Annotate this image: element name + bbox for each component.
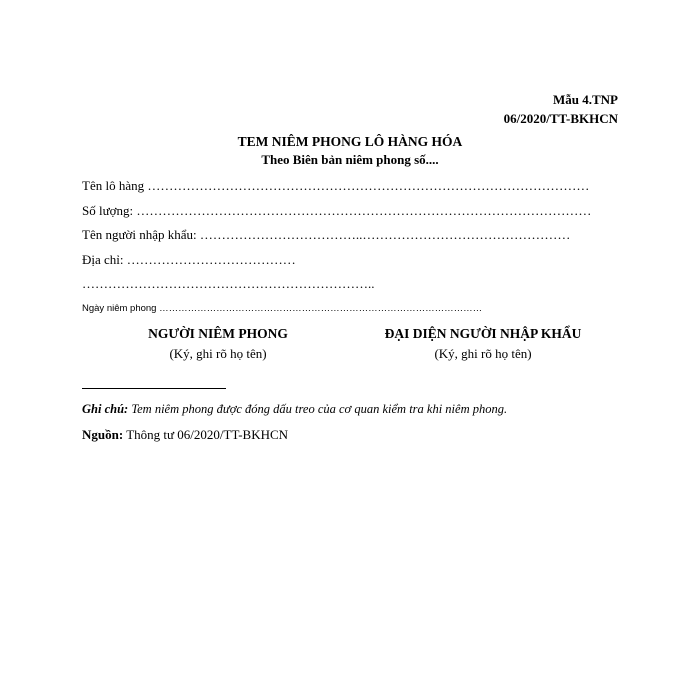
circular-number: 06/2020/TT-BKHCN — [503, 111, 618, 126]
quantity-field: Số lượng: …………………………………………………………………………………………… — [82, 202, 592, 218]
source-label: Nguồn: — [82, 427, 124, 442]
note — [82, 400, 622, 418]
importer-role: ĐẠI DIỆN NGƯỜI NHẬP KHẨU — [384, 326, 582, 341]
note-label: Ghi chú: — [82, 402, 129, 416]
note-text: Tem niêm phong được đóng dấu treo của cơ quan kiểm tra khi niêm phong. — [128, 402, 508, 416]
seal-date-field: Ngày niêm phong ………………………………………………………………………………………… — [82, 302, 483, 314]
title-block — [0, 133, 700, 169]
address-field: Địa chỉ: ………………………………… — [82, 251, 296, 267]
document-subtitle: Theo Biên bản niêm phong số.... — [261, 152, 439, 167]
form-fields — [82, 176, 622, 324]
sealer-instruction: (Ký, ghi rõ họ tên) — [169, 346, 267, 361]
sealer-signature-block — [118, 324, 318, 364]
shipment-name-field: Tên lô hàng ………………………………………………………………………………………… — [82, 178, 590, 193]
footnote-divider — [82, 388, 226, 389]
form-code — [504, 90, 618, 128]
importer-instruction: (Ký, ghi rõ họ tên) — [434, 346, 532, 361]
document-title: TEM NIÊM PHONG LÔ HÀNG HÓA — [237, 134, 463, 149]
sealer-role: NGƯỜI NIÊM PHONG — [148, 326, 288, 341]
importer-signature-block — [368, 324, 598, 364]
source — [82, 426, 622, 444]
form-number: Mẫu 4.TNP — [553, 92, 618, 107]
importer-name-field: Tên người nhập khẩu: ………………………………..………………………………………… — [82, 227, 571, 242]
source-text: Thông tư 06/2020/TT-BKHCN — [123, 427, 289, 442]
address-continuation-field: ………………………………………………………….. — [82, 276, 375, 291]
